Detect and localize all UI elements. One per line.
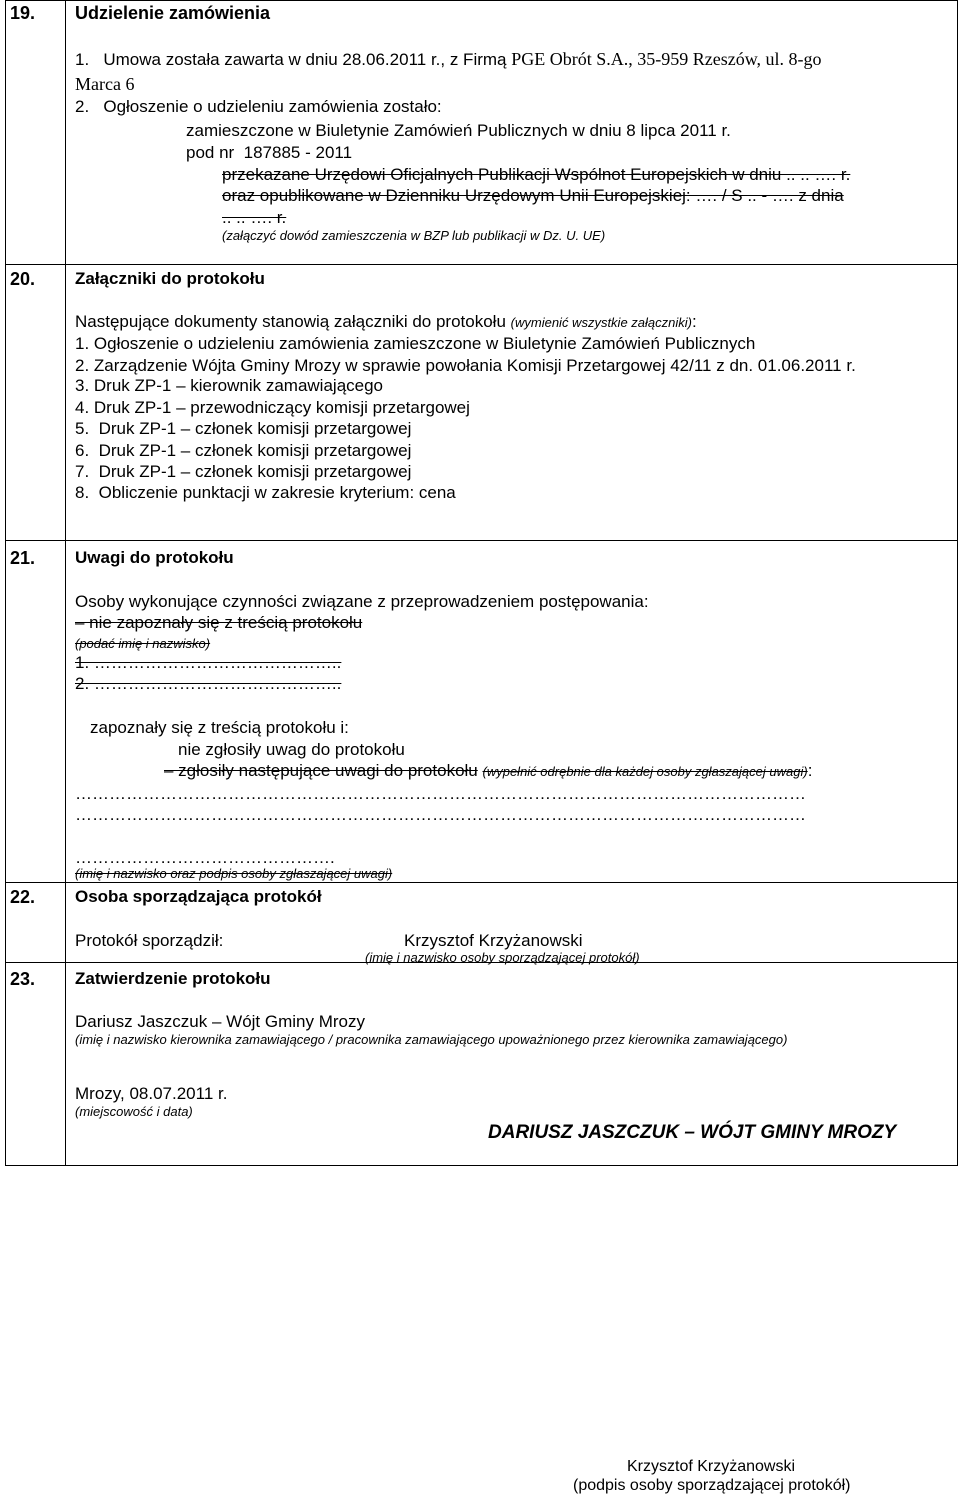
remarks-dots-1: ………………………………………………………………………………………………………………… (75, 784, 806, 803)
ue-line-3: .. .. …. r. (222, 208, 287, 227)
row-divider-22 (5, 882, 958, 883)
bzp-line: zamieszczone w Biuletynie Zamówień Publicznych w dniu 8 lipca 2011 r. (186, 121, 731, 140)
section-21-number: 21. (10, 548, 36, 568)
attachment-item: 2. Zarządzenie Wójta Gminy Mrozy w sprawie powołania Komisji Przetargowej 42/11 z dn. 01.06.2011 r. (75, 356, 856, 375)
attachment-item: 1. Ogłoszenie o udzieleniu zamówienia zamieszczone w Biuletynie Zamówień Publicznych (75, 334, 756, 353)
attachments-intro-note: (wymienić wszystkie załączniki) (510, 315, 692, 330)
section-22-number: 22. (10, 887, 36, 907)
signature-note: (imię i nazwisko oraz podpis osoby zgłaszającej uwagi) (75, 866, 393, 881)
attachment-item: 4. Druk ZP-1 – przewodniczący komisji przetargowej (75, 398, 470, 417)
names-note: (podać imię i nazwisko) (75, 636, 211, 651)
publication-note: (załączyć dowód zamieszczenia w BZP lub publikacji w Dz. U. UE) (222, 228, 606, 243)
ue-line-2: oraz opublikowane w Dzienniku Urzędowym Unii Europejskiej: …. / S .. - …. z dnia (222, 186, 844, 205)
attachments-intro-colon: : (691, 312, 697, 331)
section-19-title: Udzielenie zamówienia (75, 3, 271, 23)
attachment-item: 3. Druk ZP-1 – kierownik zamawiającego (75, 376, 384, 395)
contract-text: 1. Umowa została zawarta w dniu 28.06.2011 r., z Firmą (75, 50, 507, 69)
prepared-by-label: Protokół sporządził: (75, 931, 224, 950)
no-remarks-line: nie zgłosiły uwag do protokołu (178, 740, 405, 759)
prepared-by-note: (imię i nazwisko osoby sporządzającej protokół) (365, 950, 640, 965)
attachment-item: 6. Druk ZP-1 – członek komisji przetargowej (75, 441, 412, 460)
name-line-1: 1. …………………………………….. (75, 653, 342, 672)
not-read-line: – nie zapoznały się z treścią protokołu (75, 613, 363, 632)
bzp-number-line: pod nr 187885 - 2011 (186, 143, 353, 162)
remarks-note: (wypełnić odrębnie dla każdej osoby zgłaszającej uwagi) (482, 764, 808, 779)
footer-signature-note: (podpis osoby sporządzającej protokół) (573, 1477, 851, 1494)
section-19-number: 19. (10, 3, 36, 23)
remarks-line (164, 761, 812, 781)
approver-name: Dariusz Jaszczuk – Wójt Gminy Mrozy (75, 1012, 365, 1031)
column-divider (65, 0, 66, 1166)
place-date: Mrozy, 08.07.2011 r. (75, 1084, 228, 1103)
section-22-title: Osoba sporządzająca protokół (75, 887, 322, 906)
attachment-item: 5. Druk ZP-1 – członek komisji przetargowej (75, 419, 412, 438)
announcement-line: 2. Ogłoszenie o udzieleniu zamówienia zostało: (75, 97, 442, 116)
footer-signature-name: Krzysztof Krzyżanowski (627, 1458, 796, 1475)
remarks-dots-2: ………………………………………………………………………………………………………………… (75, 805, 806, 824)
row-divider-21 (5, 540, 958, 541)
attachment-item: 8. Obliczenie punktacji w zakresie kryterium: cena (75, 483, 456, 502)
section-23-title: Zatwierdzenie protokołu (75, 969, 271, 988)
contract-line-2: Marca 6 (75, 74, 135, 94)
read-line: zapoznały się z treścią protokołu i: (90, 718, 349, 737)
name-line-2: 2. …………………………………….. (75, 674, 342, 693)
ue-line-1: przekazane Urzędowi Oficjalnych Publikacji Wspólnot Europejskich w dniu .. .. …. r. (222, 165, 851, 184)
attachment-item: 7. Druk ZP-1 – członek komisji przetargowej (75, 462, 412, 481)
row-divider-20 (5, 264, 958, 265)
approver-note: (imię i nazwisko kierownika zamawiającego / pracownika zamawiającego upoważnionego przez kierownika zamawiającego) (75, 1032, 788, 1047)
attachments-intro-text: Następujące dokumenty stanowią załączniki do protokołu (75, 312, 506, 331)
prepared-by-name: Krzysztof Krzyżanowski (404, 931, 583, 950)
section-20-title: Załączniki do protokołu (75, 269, 265, 288)
section-23-number: 23. (10, 969, 36, 989)
attachments-intro (75, 312, 697, 332)
remarks-intro: Osoby wykonujące czynności związane z przeprowadzeniem postępowania: (75, 592, 649, 611)
place-date-note: (miejscowość i data) (75, 1104, 193, 1119)
contract-line-1 (75, 49, 822, 70)
section-21-title: Uwagi do protokołu (75, 548, 234, 567)
signature-dots: ………………………………………. (75, 848, 335, 867)
remarks-colon: : (807, 761, 813, 780)
section-20-number: 20. (10, 269, 36, 289)
contractor-text: PGE Obrót S.A., 35-959 Rzeszów, ul. 8-go (511, 49, 822, 69)
approval-stamp: DARIUSZ JASZCZUK – WÓJT GMINY MROZY (488, 1122, 897, 1143)
remarks-text: – zgłosiły następujące uwagi do protokołu (164, 761, 478, 780)
